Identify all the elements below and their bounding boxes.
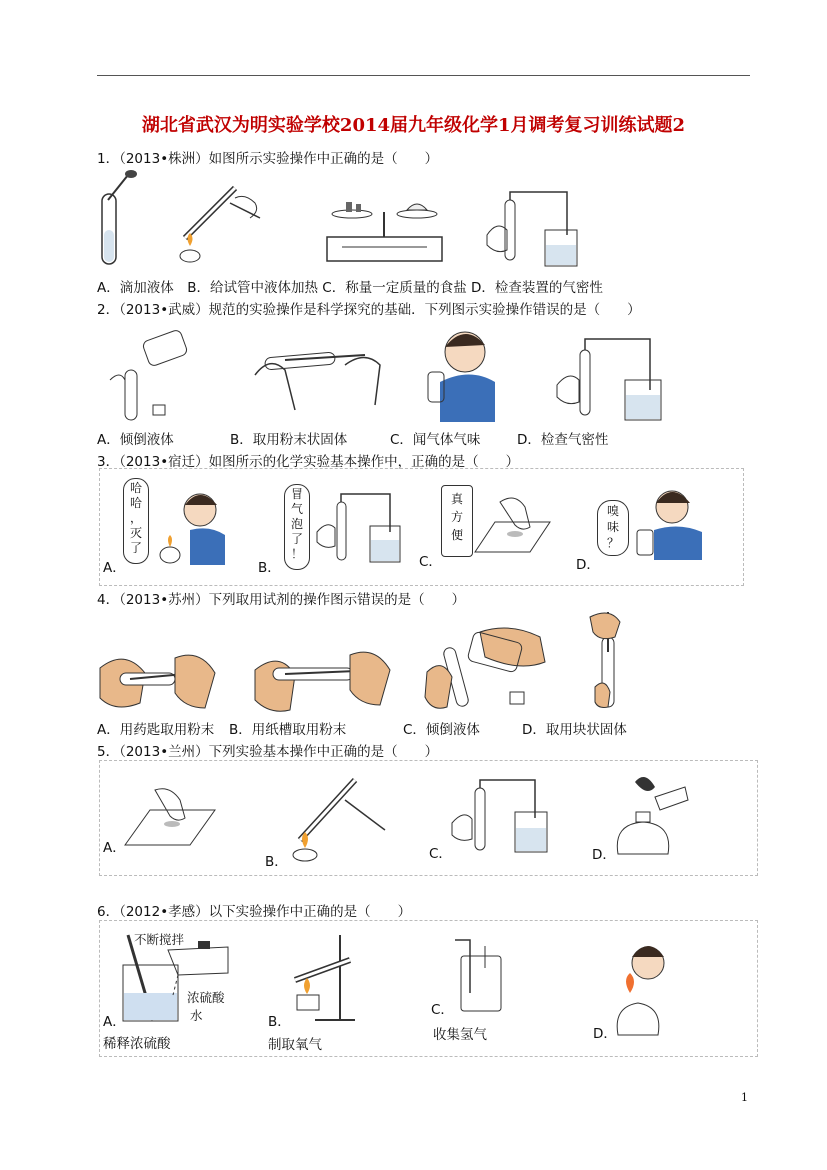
question-6-stem: 6．（2012•孝感）以下实验操作中正确的是（ ）	[97, 904, 412, 920]
q5-option-c: C．	[429, 846, 452, 862]
q3-hand-touch-illustration	[470, 492, 555, 562]
q6-label-stir: 不断搅拌	[134, 932, 185, 947]
q6-option-c: C．	[431, 1002, 454, 1018]
q6-dilute-acid-illustration	[118, 935, 248, 1025]
q2-option-c: C．闻气体气味	[390, 432, 481, 448]
q1-heating-illustration	[175, 178, 265, 268]
page-number: 1	[741, 1091, 748, 1104]
page-title: 湖北省武汉为明实验学校2014届九年级化学1月调考复习训练试题2	[141, 115, 686, 136]
q6-caption-b: 制取氧气	[268, 1037, 322, 1053]
question-5-stem: 5．（2013•兰州）下列实验基本操作中正确的是（ ）	[97, 744, 439, 760]
q5-option-a: A．	[103, 840, 126, 856]
q5-airtight-illustration	[450, 778, 550, 858]
q4-paper-trough-illustration	[255, 640, 395, 715]
q3-option-a: A．	[103, 560, 126, 576]
q2-smell-illustration	[410, 322, 495, 422]
q4-option-d: D．取用块状固体	[522, 722, 627, 738]
q2-airtight-illustration	[555, 335, 665, 425]
q3-speech-bubble-c: 真 方 便	[441, 485, 473, 557]
q2-option-d: D．检查气密性	[517, 432, 609, 448]
header-rule	[97, 75, 750, 76]
q5-hand-touch-illustration	[120, 790, 220, 850]
question-2-stem: 2．（2013•武威）规范的实验操作是科学探究的基础．下列图示实验操作错误的是（ ）	[97, 302, 641, 318]
q6-label-water: 水	[190, 1008, 203, 1023]
q3-blow-lamp-illustration	[155, 485, 230, 570]
q4-option-a: A．用药匙取用粉末	[97, 722, 215, 738]
q1-balance-illustration	[322, 192, 447, 267]
q4-spoon-illustration	[100, 648, 220, 718]
q6-oxygen-setup-illustration	[285, 930, 360, 1025]
q3-speech-bubble-d: 嗅 味 ？	[597, 500, 629, 556]
q4-option-c: C．倾倒液体	[403, 722, 480, 738]
q6-caption-c: 收集氢气	[433, 1027, 487, 1043]
q4-option-b: B．用纸槽取用粉末	[229, 722, 347, 738]
q2-pour-liquid-illustration	[105, 325, 200, 425]
q3-airtight-illustration	[315, 492, 405, 572]
q4-block-solid-illustration	[590, 612, 630, 712]
q6-label-acid: 浓硫酸	[187, 990, 225, 1005]
question-3-stem: 3．（2013•宿迁）如图所示的化学实验基本操作中，正确的是（ ）	[97, 454, 520, 470]
q6-hydrogen-bottle-illustration	[455, 938, 505, 1013]
q2-option-a: A．倾倒液体	[97, 432, 174, 448]
q5-heating-illustration	[285, 770, 390, 865]
q2-powder-illustration	[255, 345, 385, 425]
q1-dropper-illustration	[98, 170, 148, 270]
q6-option-d: D．	[593, 1026, 617, 1042]
q6-caption-a: 稀释浓硫酸	[103, 1036, 171, 1052]
q6-lamp-blow-illustration	[610, 935, 680, 1040]
q3-speech-bubble-a: 哈 哈 ， 灭 了	[123, 478, 149, 564]
question-1-stem: 1．（2013•株洲）如图所示实验操作中正确的是（ ）	[97, 151, 439, 167]
q5-lamp-lighting-illustration	[610, 772, 690, 857]
q6-option-a: A．	[103, 1014, 126, 1030]
q1-airtight-illustration	[485, 190, 585, 270]
question-4-stem: 4．（2013•苏州）下列取用试剂的操作图示错误的是（ ）	[97, 592, 466, 608]
q4-pour-liquid-illustration	[425, 622, 550, 712]
q3-option-d: D．	[576, 557, 600, 573]
q5-option-d: D．	[592, 847, 616, 863]
q2-option-b: B．取用粉末状固体	[230, 432, 348, 448]
q3-option-b: B．	[258, 560, 281, 576]
q3-speech-bubble-b: 冒 气 泡 了 ！	[284, 484, 310, 570]
q6-option-b: B．	[268, 1014, 291, 1030]
q5-option-b: B．	[265, 854, 288, 870]
q3-option-c: C．	[419, 554, 442, 570]
question-1-options: A．滴加液体 B．给试管中液体加热 C．称量一定质量的食盐 D．检查装置的气密性	[97, 280, 603, 296]
q3-smell-illustration	[632, 485, 707, 560]
